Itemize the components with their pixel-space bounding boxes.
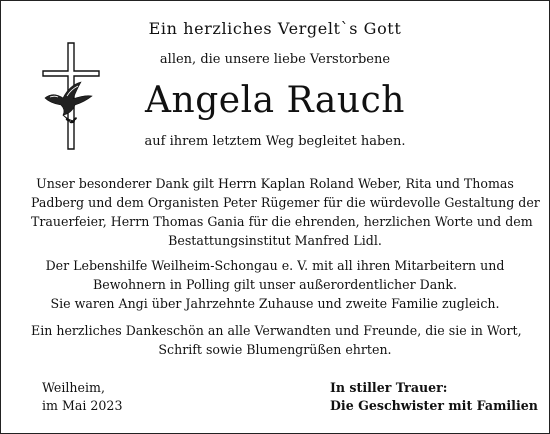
paragraph-line: Trauerfeier, Herrn Thomas Gania für die ehrenden, herzlichen Worte und dem xyxy=(31,214,533,229)
paragraph-line: Sie waren Angi über Jahrzehnte Zuhause und zweite Familie zugleich. xyxy=(50,296,500,311)
mourning-label: In stiller Trauer: xyxy=(330,380,448,395)
place: Weilheim, xyxy=(42,380,105,395)
paragraph-line: Schrift sowie Blumengrüßen ehrten. xyxy=(158,342,392,357)
paragraph-line: Bewohnern in Polling gilt unser außerordentlicher Dank. xyxy=(92,277,457,292)
thanks-paragraph-3 xyxy=(31,321,522,359)
deceased-name: Angela Rauch xyxy=(145,80,405,121)
thanks-paragraph-1 xyxy=(31,174,540,250)
paragraph-line: Bestattungsinstitut Manfred Lidl. xyxy=(168,233,382,248)
paragraph-line: Unser besonderer Dank gilt Herrn Kaplan Roland Weber, Rita und Thomas xyxy=(36,176,514,191)
thanks-paragraph-2 xyxy=(31,256,519,313)
header-title: Ein herzliches Vergelt`s Gott xyxy=(148,19,402,38)
paragraph-line: Ein herzliches Dankeschön an alle Verwandten und Freunde, die sie in Wort, xyxy=(31,323,522,338)
date: im Mai 2023 xyxy=(42,398,123,413)
mourners: Die Geschwister mit Familien xyxy=(330,398,538,413)
intro-line: allen, die unsere liebe Verstorbene xyxy=(159,52,391,67)
paragraph-line: Der Lebenshilfe Weilheim-Schongau e. V. mit all ihren Mitarbeitern und xyxy=(45,258,505,273)
place-date xyxy=(42,379,122,415)
outro-line: auf ihrem letztem Weg begleitet haben. xyxy=(144,134,406,149)
paragraph-line: Padberg und dem Organisten Peter Rügemer für die würdevolle Gestaltung der xyxy=(31,195,540,210)
mourners-block xyxy=(330,379,538,415)
